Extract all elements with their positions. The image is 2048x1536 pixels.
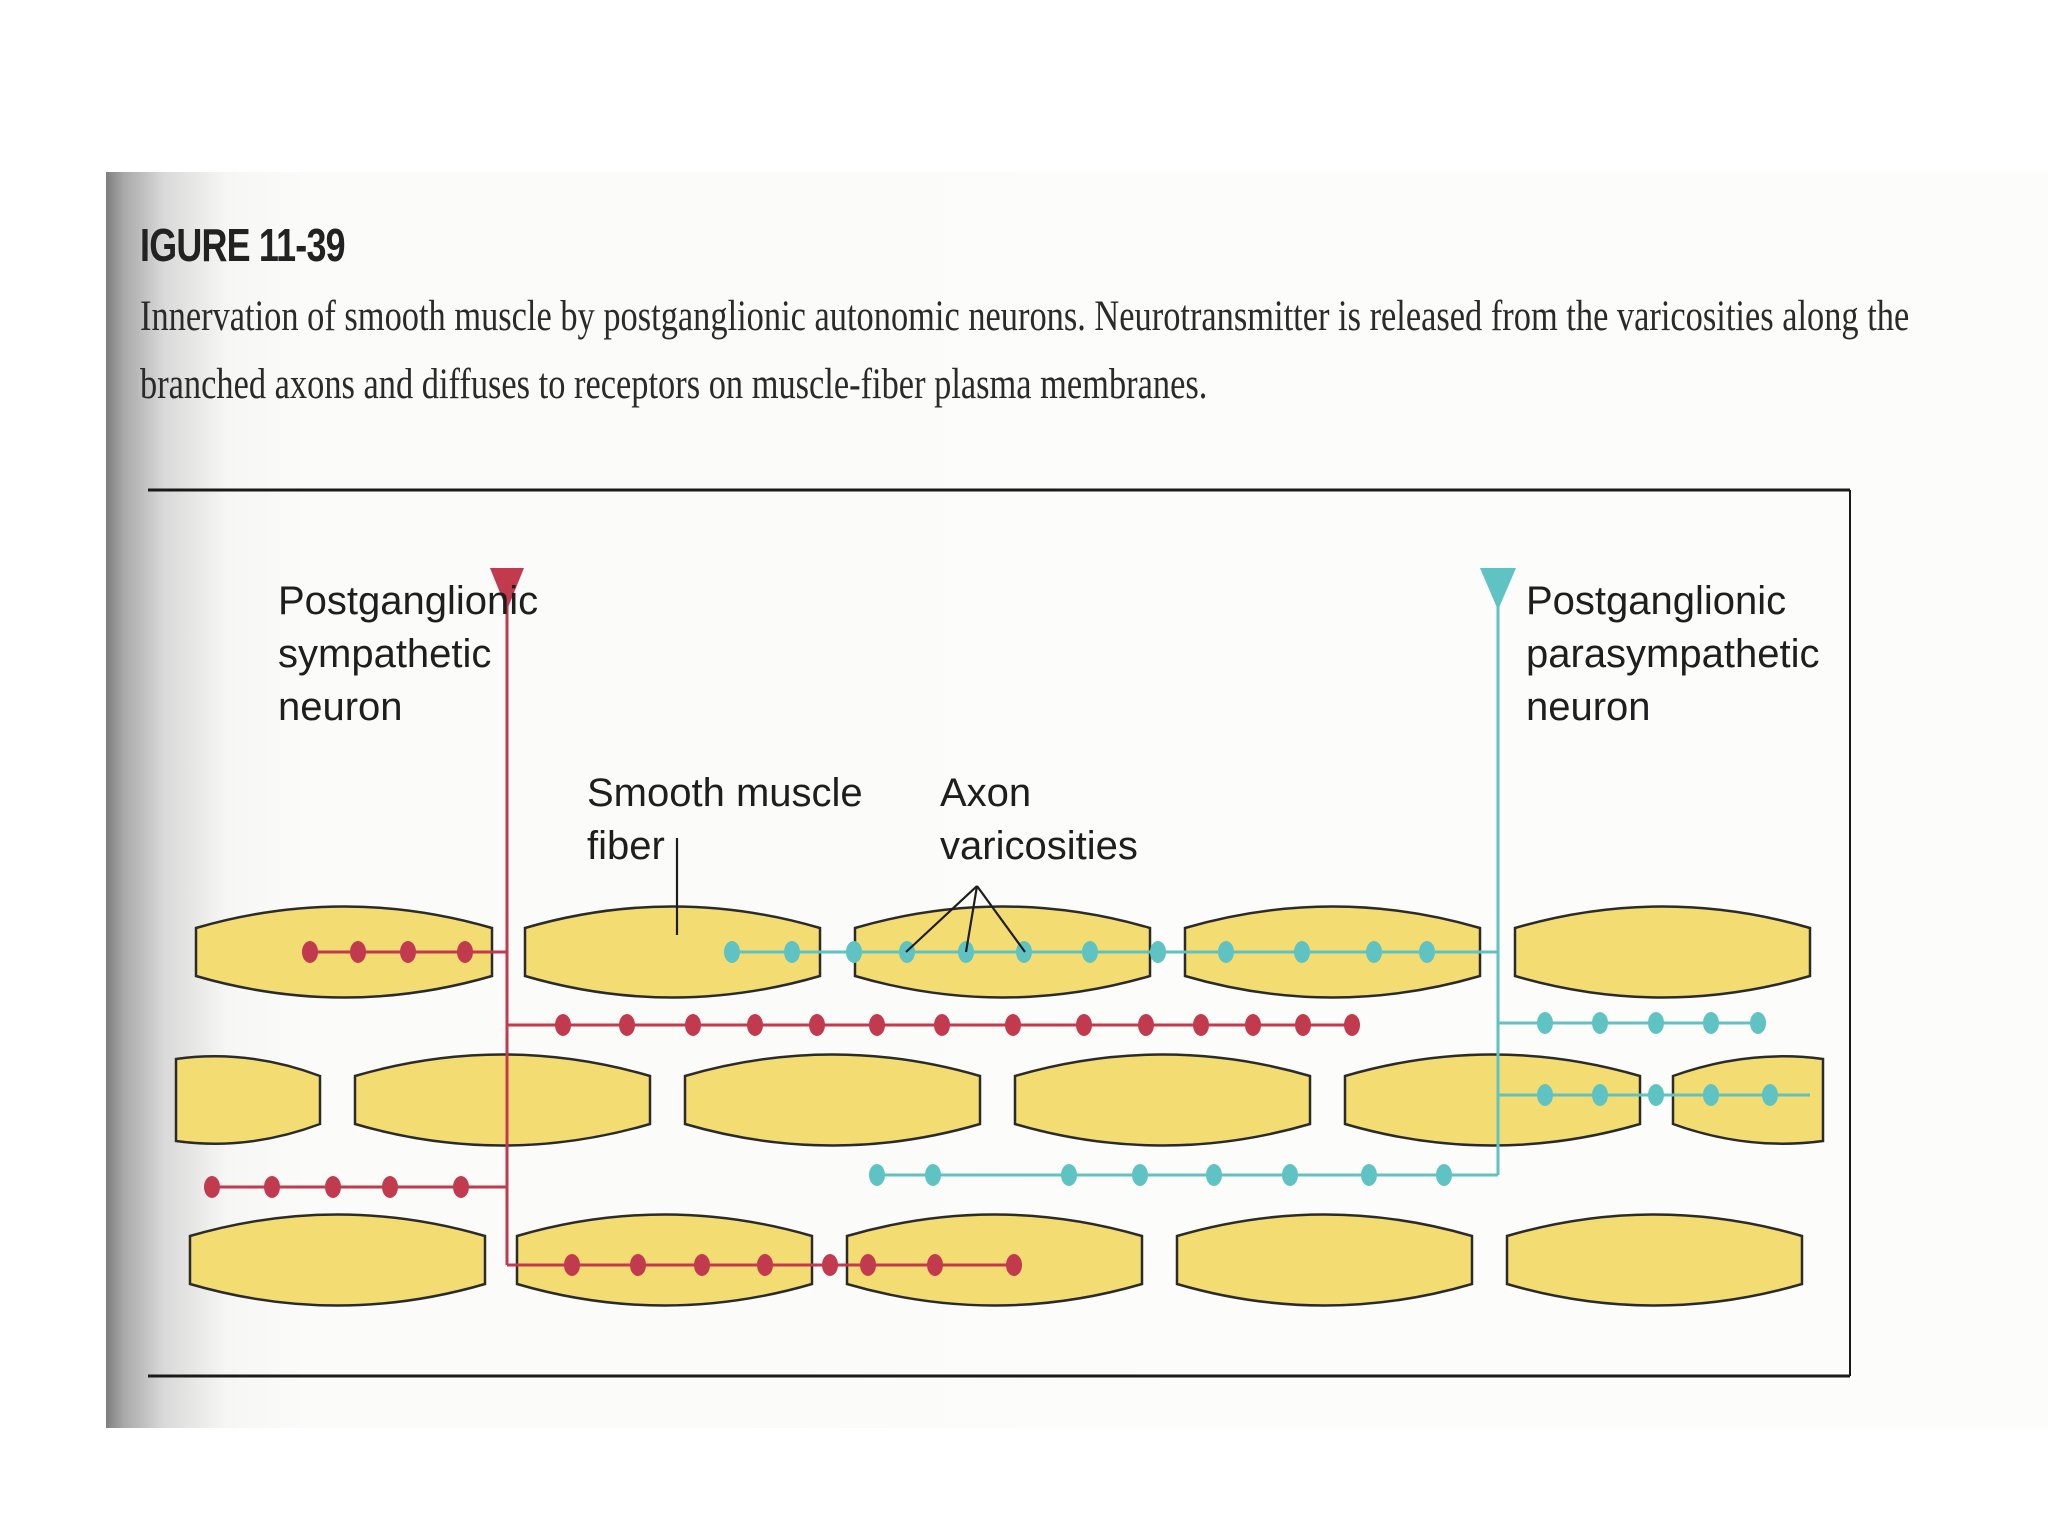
parasympathetic-varicosity-8-3 [1061, 1164, 1077, 1186]
parasympathetic-varicosity-5-1 [724, 941, 740, 963]
parasympathetic-varicosity-7-2 [1592, 1084, 1608, 1106]
sympathetic-varicosity-4-4 [757, 1254, 773, 1276]
sympathetic-varicosity-1-1 [302, 941, 318, 963]
parasympathetic-varicosity-8-5 [1206, 1164, 1222, 1186]
sympathetic-varicosity-2-12 [1245, 1014, 1261, 1036]
parasympathetic-varicosity-7-3 [1648, 1084, 1664, 1106]
sympathetic-varicosity-2-1 [555, 1014, 571, 1036]
parasympathetic-varicosity-8-2 [925, 1164, 941, 1186]
parasympathetic-varicosity-5-10 [1294, 941, 1310, 963]
parasympathetic-varicosity-8-4 [1132, 1164, 1148, 1186]
parasympathetic-varicosity-6-2 [1592, 1012, 1608, 1034]
sympathetic-varicosity-2-2 [619, 1014, 635, 1036]
parasympathetic-varicosity-7-4 [1703, 1084, 1719, 1106]
sympathetic-neuron-label [278, 579, 549, 729]
smooth-muscle-fiber-2-4 [1015, 1055, 1310, 1146]
parasympathetic-varicosity-8-6 [1282, 1164, 1298, 1186]
sympathetic-varicosity-1-4 [457, 941, 473, 963]
sympathetic-label-line-1: Postganglionic [278, 579, 539, 623]
sympathetic-varicosity-4-8 [1006, 1254, 1022, 1276]
varicosities-label-line-2: varicosities [940, 824, 1138, 868]
sympathetic-varicosity-3-5 [453, 1176, 469, 1198]
sympathetic-varicosity-2-11 [1193, 1014, 1209, 1036]
sympathetic-varicosity-4-7 [927, 1254, 943, 1276]
parasympathetic-varicosity-7-1 [1537, 1084, 1553, 1106]
muscle-label-line-2: fiber [587, 824, 665, 868]
sympathetic-varicosity-2-10 [1138, 1014, 1154, 1036]
sympathetic-varicosity-4-5 [822, 1254, 838, 1276]
smooth-muscle-fiber-2-2 [355, 1055, 650, 1146]
parasympathetic-varicosity-6-1 [1537, 1012, 1553, 1034]
sympathetic-varicosity-3-4 [382, 1176, 398, 1198]
sympathetic-varicosity-3-2 [264, 1176, 280, 1198]
varicosities-label-line-1: Axon [940, 771, 1032, 815]
sympathetic-varicosity-4-1 [564, 1254, 580, 1276]
smooth-muscle-fiber-label [587, 771, 874, 868]
smooth-muscle-fiber-2-1 [176, 1056, 320, 1143]
smooth-muscle-fiber-3-4 [1177, 1215, 1472, 1306]
sympathetic-varicosity-2-13 [1295, 1014, 1311, 1036]
smooth-muscle-fibers [176, 907, 1823, 1306]
sympathetic-varicosity-3-3 [325, 1176, 341, 1198]
parasympathetic-varicosity-5-11 [1366, 941, 1382, 963]
sympathetic-varicosity-2-4 [747, 1014, 763, 1036]
parasympathetic-varicosity-5-3 [846, 941, 862, 963]
axon-varicosities-label [940, 771, 1138, 868]
sympathetic-varicosity-2-6 [869, 1014, 885, 1036]
parasympathetic-label-line-2: parasympathetic [1526, 632, 1820, 676]
parasympathetic-varicosity-6-4 [1703, 1012, 1719, 1034]
smooth-muscle-fiber-3-3 [847, 1215, 1142, 1306]
sympathetic-varicosity-1-3 [400, 941, 416, 963]
sympathetic-varicosity-2-5 [809, 1014, 825, 1036]
sympathetic-varicosity-4-3 [694, 1254, 710, 1276]
parasympathetic-varicosity-8-8 [1436, 1164, 1452, 1186]
parasympathetic-varicosity-5-12 [1419, 941, 1435, 963]
sympathetic-varicosity-4-6 [860, 1254, 876, 1276]
parasympathetic-label-line-1: Postganglionic [1526, 579, 1787, 623]
parasympathetic-varicosity-5-2 [784, 941, 800, 963]
figure-caption-line-1: Innervation of smooth muscle by postganglionic autonomic neurons. Neurotransmitter is released from the varicosities along the [140, 293, 1910, 340]
smooth-muscle-fiber-2-6 [1673, 1056, 1823, 1143]
smooth-muscle-fiber-1-5 [1515, 907, 1810, 998]
parasympathetic-neuron-label [1526, 579, 1831, 729]
parasympathetic-varicosity-5-7 [1082, 941, 1098, 963]
sympathetic-varicosity-2-9 [1076, 1014, 1092, 1036]
figure-number: IGURE 11-39 [140, 219, 345, 271]
parasympathetic-varicosity-6-3 [1648, 1012, 1664, 1034]
smooth-muscle-fiber-2-3 [685, 1055, 980, 1146]
sympathetic-varicosity-3-1 [204, 1176, 220, 1198]
smooth-muscle-fiber-3-1 [190, 1215, 485, 1306]
sympathetic-varicosity-2-3 [685, 1014, 701, 1036]
parasympathetic-varicosity-6-5 [1750, 1012, 1766, 1034]
parasympathetic-varicosity-8-7 [1361, 1164, 1377, 1186]
sympathetic-varicosity-4-2 [630, 1254, 646, 1276]
sympathetic-varicosity-2-14 [1344, 1014, 1360, 1036]
sympathetic-varicosity-2-8 [1005, 1014, 1021, 1036]
smooth-muscle-fiber-3-5 [1507, 1215, 1802, 1306]
parasympathetic-varicosity-5-9 [1218, 941, 1234, 963]
parasympathetic-label-line-3: neuron [1526, 685, 1651, 729]
parasympathetic-varicosity-7-5 [1762, 1084, 1778, 1106]
sympathetic-varicosity-1-2 [350, 941, 366, 963]
sympathetic-varicosity-2-7 [934, 1014, 950, 1036]
muscle-label-line-1: Smooth muscle [587, 771, 863, 815]
sympathetic-label-line-2: sympathetic [278, 632, 492, 676]
figure-caption-line-2: branched axons and diffuses to receptors on muscle-fiber plasma membranes. [140, 361, 1208, 408]
parasympathetic-varicosity-5-8 [1150, 941, 1166, 963]
sympathetic-label-line-3: neuron [278, 685, 403, 729]
parasympathetic-varicosity-8-1 [869, 1164, 885, 1186]
